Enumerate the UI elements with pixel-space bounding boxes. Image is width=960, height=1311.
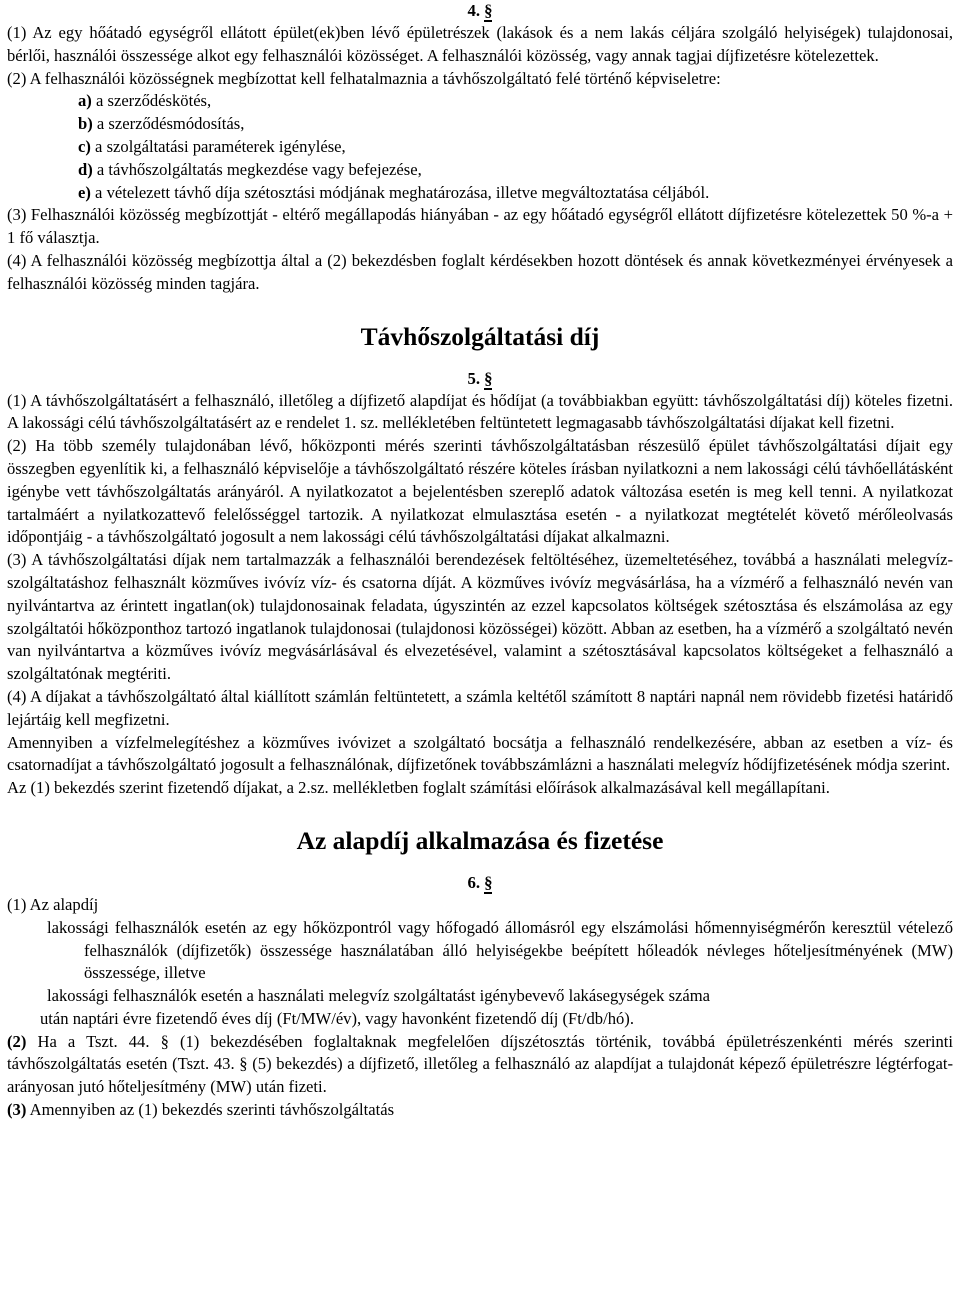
section-4-heading [7, 0, 953, 22]
list-item: a) a szerződéskötés, [78, 91, 212, 111]
s5-paragraph-4: (4) A díjakat a távhőszolgáltató által kiállított számlán feltüntetett, a számla keltétől számított 8 naptári napnál nem rövidebb fizetési határidő lejártáig kell megfizetni. [7, 686, 953, 729]
s4-list [78, 90, 953, 204]
s6-paragraph-1-c: után naptári évre fizetendő éves díj (Ft/MW/év), vagy havonként fizetendő díj (Ft/db/hó). [40, 1008, 634, 1028]
s5-paragraph-6: Az (1) bekezdés szerint fizetendő díjakat, a 2.sz. mellékletben foglalt számítási előírások alkalmazásával kell megállapítani. [7, 778, 830, 798]
s6-paragraph-1-a: lakossági felhasználók esetén az egy hőközpontról vagy hőfogadó állomásról egy elszámolási hőmennyiségmérőn keresztül vételező felhasználók (díjfizetők) összessége használatában álló helyiségekbe beépített hőleadók névleges hőteljesítményének (MW) összessége, illetve [47, 917, 953, 983]
paragraph-sign: § [484, 368, 493, 388]
s4-paragraph-3: (3) Felhasználói közösség megbízottját - eltérő megállapodás hiányában - az egy hőátadó egységről ellátott díjfizetésre kötelezettek 50 %-a + 1 fő választja. [7, 205, 953, 248]
section-5-heading [7, 368, 953, 390]
s4-paragraph-2: (2) A felhasználói közösségnek megbízottat kell felhatalmaznia a távhőszolgáltató felé történő képviseletre: [7, 68, 721, 88]
list-item: c) a szolgáltatási paraméterek igénylése, [78, 136, 346, 156]
section-number: 5. [467, 368, 481, 388]
section-title-tavho-dij: Távhőszolgáltatási díj [360, 321, 600, 351]
s6-paragraph-1-b: lakossági felhasználók esetén a használati melegvíz szolgáltatást igénybevevő lakásegységek száma [47, 986, 711, 1006]
s5-paragraph-5: Amennyiben a vízfelmelegítéshez a közműves ivóvizet a szolgáltató bocsátja a felhasználó rendelkezésére, abban az esetben a víz- és csatornadíjat a távhőszolgáltató jogosult a felhasználónak, díjfizetőnek továbbszámlázni a használati melegvíz hődíjfizetésének módja szerint. [7, 732, 953, 775]
section-number: 6. [467, 872, 481, 892]
paragraph-sign: § [484, 1, 493, 20]
s5-paragraph-1: (1) A távhőszolgáltatásért a felhasználó, illetőleg a díjfizető alapdíjat és hődíjat (a továbbiakban együtt: távhőszolgáltatási díj) köteles fizetni. A lakossági célú távhőszolgáltatásért az e rendelet 1. sz. mellékletében feltüntetett legmagasabb távhőszolgáltatási díjakat kell fizetni. [7, 390, 953, 433]
s4-paragraph-1: (1) Az egy hőátadó egységről ellátott épület(ek)ben lévő épületrészek (lakások és a nem lakás céljára szolgáló helyiségek) tulajdonosai, bérlői, használói összessége alkot egy felhasználói közösséget. A felhasználói közösség, vagy annak tagjai díjfizetésre kötelezettek. [7, 23, 953, 65]
s6-paragraph-2: (2) Ha a Tszt. 44. § (1) bekezdésében foglaltaknak megfelelően díjszétosztás történik, továbbá épületrészenkénti mérés szerinti távhőszolgáltatás esetén (Tszt. 43. § (5) bekezdés) a díjfizető, illetőleg a felhasználó az alapdíjat a tulajdonát képező épületrészre légtérfogat-arányosan jutó hőteljesítmény (MW) után fizeti. [7, 1031, 953, 1097]
s5-paragraph-3: (3) A távhőszolgáltatási díjak nem tartalmazzák a felhasználói berendezések feltöltéséhez, üzemeltetéséhez, továbbá a használati melegvíz-szolgáltatáshoz felhasznált közműves ivóvíz víz- és csatorna díját. A közműves ivóvíz megvásárlása, ha a vízmérő a felhasználó nevén van nyilvántartva az érintett ingatlan(ok) tulajdonosainak feladata, úgyszintén az ezzel kapcsolatos költségek szétosztása és elszámolása az egy szolgáltatói hőközponthoz tartozó ingatlanok tulajdonosai (tulajdonosi közösségei) között. Abban az esetben, ha a vízmérő a szolgáltató nevén van nyilvántartva a közműves ivóvíz megvásárlásával és elvezetésével, valamint a szétosztásával kapcsolatos költségeket a felhasználó a szolgáltatónak megtériti. [7, 550, 953, 684]
section-number: 4. [467, 1, 481, 20]
paragraph-sign: § [484, 872, 493, 892]
section-title-alapdij: Az alapdíj alkalmazása és fizetése [296, 825, 664, 855]
s5-paragraph-2: (2) Ha több személy tulajdonában lévő, hőközponti mérés szerinti távhőszolgáltatásban részesülő épület távhőszolgáltatási díjait egy összegben egyenlítik ki, a felhasználó képviselője a távhőszolgáltató részére köteles írásban nyilatkozni a nem lakossági célú távhőellátásként igénybe vett távhőszolgáltatás arányáról. A nyilatkozatot a bejelentésben szereplő adatok változása esetén is meg kell tenni. A nyilatkozat tartalmáért a nyilatkozattevő felelősséggel tartozik. A nyilatkozat elmulasztása esetén - a nyilatkozat megtételét követő mérőleolvasás időpontjáig - a távhőszolgáltató jogosult a nem lakossági célú távhőszolgáltatási díjakat alkalmazni. [7, 436, 953, 547]
s4-paragraph-4: (4) A felhasználói közösség megbízottja által a (2) bekezdésben foglalt kérdésekben hozott döntések és annak következményei érvényesek a felhasználói közösség minden tagjára. [7, 250, 953, 293]
s6-paragraph-1-lead: (1) Az alapdíj [7, 894, 99, 914]
list-item: e) a vételezett távhő díja szétosztási módjának meghatározása, illetve megváltoztatása céljából. [78, 182, 710, 202]
s6-paragraph-3: (3) Amennyiben az (1) bekezdés szerinti távhőszolgáltatás [7, 1100, 395, 1120]
list-item: d) a távhőszolgáltatás megkezdése vagy befejezése, [78, 159, 422, 179]
list-item: b) a szerződésmódosítás, [78, 114, 245, 134]
section-6-heading [7, 872, 953, 894]
